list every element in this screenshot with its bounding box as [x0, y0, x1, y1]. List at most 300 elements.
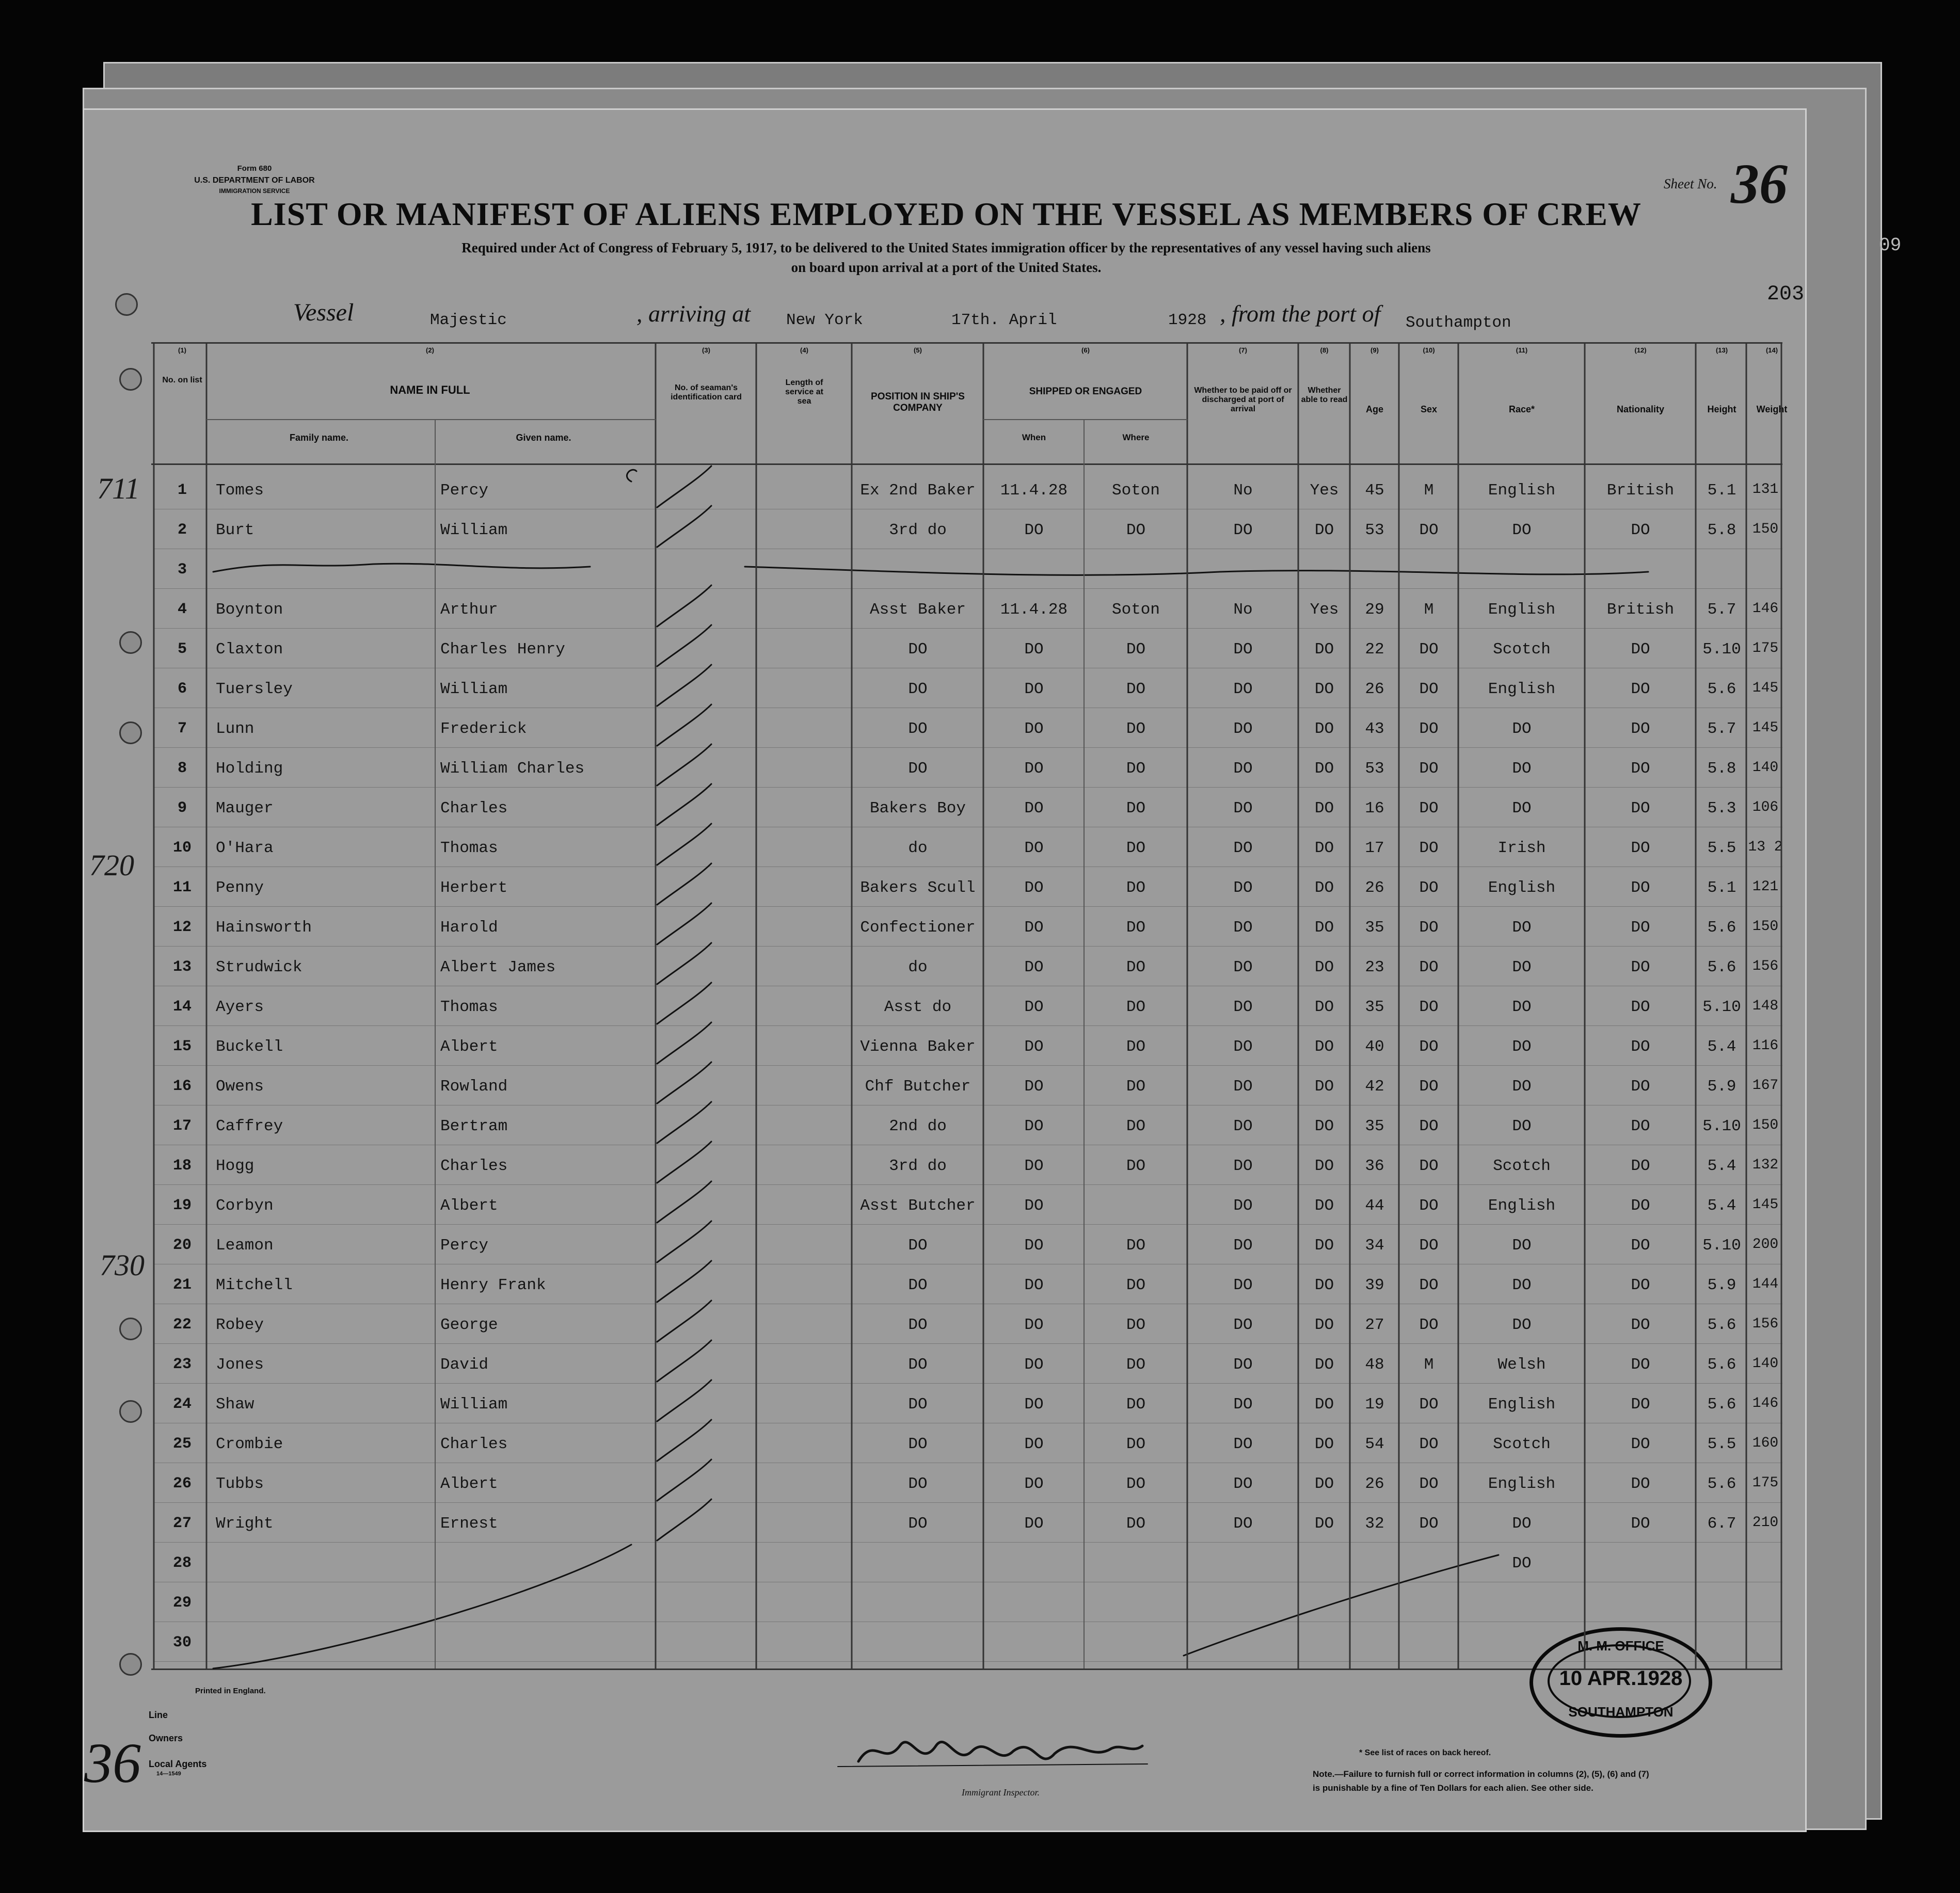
- cell-position: Asst Baker: [869, 601, 966, 619]
- cell-paid: DO: [1233, 1356, 1253, 1374]
- cell-paid: DO: [1233, 799, 1253, 817]
- cell-family: Leamon: [216, 1237, 274, 1255]
- cell-height: 5.4: [1707, 1157, 1736, 1175]
- cell-when: DO: [1024, 839, 1044, 857]
- cell-where: DO: [1126, 1395, 1146, 1414]
- col-13-number: (13): [1715, 346, 1728, 354]
- col-header-race: Race*: [1508, 404, 1535, 414]
- cell-no: 23: [172, 1356, 192, 1373]
- cell-age: 29: [1365, 601, 1384, 619]
- cell-weight: 140: [1752, 760, 1779, 776]
- cell-when: DO: [1024, 1276, 1044, 1294]
- cell-where: DO: [1126, 680, 1146, 698]
- cell-read: DO: [1314, 1316, 1334, 1334]
- checkmark-icon: [657, 1340, 711, 1382]
- arrival-port: New York: [786, 311, 863, 329]
- cell-when: DO: [1024, 760, 1044, 778]
- cell-age: 42: [1365, 1078, 1384, 1096]
- cell-given: Albert: [440, 1475, 498, 1493]
- cell-read: DO: [1314, 1237, 1334, 1255]
- cell-paid: DO: [1233, 839, 1253, 857]
- cell-position: Confectioner: [860, 919, 976, 937]
- cell-where: DO: [1126, 998, 1146, 1016]
- col-4-number: (4): [800, 346, 808, 354]
- cell-family: Robey: [216, 1316, 264, 1334]
- cell-position: DO: [908, 1475, 928, 1493]
- col-header-no-on-list: No. on list: [162, 376, 202, 384]
- cell-given: Albert James: [440, 958, 556, 976]
- cell-family: Holding: [216, 760, 283, 778]
- cell-nat: British: [1606, 482, 1675, 500]
- col-2-number: (2): [426, 346, 434, 354]
- col-header-position: POSITION IN SHIP'S COMPANY: [871, 391, 965, 413]
- cell-age: 23: [1365, 958, 1384, 976]
- cell-nat: DO: [1631, 521, 1650, 539]
- cell-weight: 175: [1752, 1475, 1779, 1491]
- cell-family: Wright: [216, 1515, 274, 1533]
- cell-read: DO: [1314, 760, 1334, 778]
- cell-position: DO: [908, 720, 928, 738]
- checkmark-icon: [657, 863, 711, 905]
- checkmark-icon: [657, 1102, 711, 1143]
- arriving-label: , arriving at: [636, 300, 751, 327]
- cell-family: Caffrey: [216, 1117, 283, 1135]
- cell-height: 5.6: [1707, 958, 1736, 976]
- cell-weight: 131: [1752, 482, 1779, 498]
- cell-weight: 167: [1752, 1078, 1779, 1094]
- cell-race: DO: [1512, 1237, 1532, 1255]
- cell-where: DO: [1126, 1515, 1146, 1533]
- cell-nat: DO: [1631, 680, 1650, 698]
- cell-weight: 156: [1752, 1316, 1779, 1332]
- cell-nat: DO: [1631, 799, 1650, 817]
- cell-nat: DO: [1631, 640, 1650, 659]
- cell-read: DO: [1314, 799, 1334, 817]
- cell-race: Welsh: [1497, 1356, 1546, 1374]
- fine-note-line-2: is punishable by a fine of Ten Dollars for each alien. See other side.: [1313, 1783, 1594, 1793]
- cell-nat: DO: [1631, 1117, 1650, 1135]
- cell-no: 5: [177, 640, 187, 658]
- checkmark-icon: [657, 903, 711, 944]
- cell-paid: DO: [1233, 879, 1253, 897]
- cell-given: Harold: [440, 919, 498, 937]
- service-name: IMMIGRATION SERVICE: [219, 187, 290, 195]
- cell-where: DO: [1126, 1078, 1146, 1096]
- cell-age: 17: [1365, 839, 1384, 857]
- line-label: Line: [149, 1710, 168, 1720]
- checkmark-icon: [657, 506, 711, 547]
- cell-race: Irish: [1497, 839, 1546, 857]
- cell-paid: DO: [1233, 958, 1253, 976]
- cell-given: Albert: [440, 1197, 498, 1215]
- cell-nat: DO: [1631, 1038, 1650, 1056]
- checkmark-icon: [657, 943, 711, 984]
- col-header-shipped-or-engaged: SHIPPED OR ENGAGED: [1029, 386, 1142, 397]
- page-title: LIST OR MANIFEST OF ALIENS EMPLOYED ON THE VESSEL AS MEMBERS OF CREW: [251, 196, 1642, 232]
- cell-position: DO: [908, 760, 928, 778]
- cell-where: DO: [1126, 839, 1146, 857]
- cell-nat: British: [1606, 601, 1675, 619]
- cell-given: Charles: [440, 799, 508, 817]
- cell-position: DO: [908, 640, 928, 659]
- cell-paid: DO: [1233, 1276, 1253, 1294]
- cell-race: DO: [1512, 1117, 1532, 1135]
- cell-nat: DO: [1631, 879, 1650, 897]
- cell-no: 14: [172, 998, 192, 1016]
- cell-nat: DO: [1631, 1515, 1650, 1533]
- col-1-number: (1): [178, 346, 186, 354]
- cell-when: DO: [1024, 1237, 1044, 1255]
- checkmark-icon: [657, 1380, 711, 1421]
- cell-nat: DO: [1631, 1435, 1650, 1453]
- cell-age: 27: [1365, 1316, 1384, 1334]
- cell-paid: DO: [1233, 1117, 1253, 1135]
- handwriting-overlay: [84, 110, 1808, 1834]
- cell-read: DO: [1314, 998, 1334, 1016]
- cell-where: DO: [1126, 720, 1146, 738]
- col-header-length-of-service: Length of service at sea: [785, 378, 823, 406]
- cell-family: Mitchell: [216, 1276, 293, 1294]
- cell-height: 5.7: [1707, 720, 1736, 738]
- cell-weight: 13 2: [1748, 839, 1783, 855]
- cell-height: 5.6: [1707, 680, 1736, 698]
- cell-read: DO: [1314, 1515, 1334, 1533]
- checkmark-icon: [657, 1420, 711, 1461]
- cell-read: DO: [1314, 839, 1334, 857]
- cell-paid: DO: [1233, 760, 1253, 778]
- cell-family: Lunn: [216, 720, 254, 738]
- cell-paid: DO: [1233, 1157, 1253, 1175]
- margin-note-730: 730: [100, 1248, 145, 1282]
- cell-sex: DO: [1419, 1197, 1439, 1215]
- cell-sex: M: [1424, 482, 1434, 500]
- cell-where: DO: [1126, 760, 1146, 778]
- cell-race: DO: [1512, 998, 1532, 1016]
- cell-race: Scotch: [1493, 640, 1551, 659]
- cell-paid: DO: [1233, 680, 1253, 698]
- col-header-family-name: Family name.: [289, 432, 349, 443]
- cell-where: DO: [1126, 1356, 1146, 1374]
- cell-given: Charles: [440, 1157, 508, 1175]
- cell-nat: DO: [1631, 958, 1650, 976]
- cell-paid: DO: [1233, 919, 1253, 937]
- cell-family: Buckell: [216, 1038, 283, 1056]
- cell-sex: DO: [1419, 1117, 1439, 1135]
- cell-weight: 145: [1752, 1197, 1779, 1213]
- cell-sex: DO: [1419, 1515, 1439, 1533]
- arrival-date: 17th. April: [951, 311, 1057, 329]
- cell-read: DO: [1314, 521, 1334, 539]
- cell-position: do: [908, 958, 928, 976]
- cell-age: 35: [1365, 998, 1384, 1016]
- cell-weight: 146: [1752, 601, 1779, 617]
- cell-when: DO: [1024, 879, 1044, 897]
- manifest-sheet: [83, 108, 1807, 1832]
- cell-weight: 121: [1752, 879, 1779, 895]
- cell-race: DO: [1512, 1515, 1532, 1533]
- cell-nat: DO: [1631, 1237, 1650, 1255]
- cell-age: 53: [1365, 760, 1384, 778]
- cell-no: 4: [177, 601, 187, 618]
- cell-position: 3rd do: [889, 1157, 947, 1175]
- department-name: U.S. DEPARTMENT OF LABOR: [194, 176, 315, 185]
- cell-race: English: [1488, 1475, 1556, 1493]
- cell-nat: DO: [1631, 1197, 1650, 1215]
- cell-race: DO: [1512, 720, 1532, 738]
- cell-height: 5.6: [1707, 1356, 1736, 1374]
- checkmark-icon: [657, 1499, 711, 1541]
- cell-given: Albert: [440, 1038, 498, 1056]
- cell-height: 5.4: [1707, 1038, 1736, 1056]
- cell-race: English: [1488, 1395, 1556, 1414]
- cell-no: 7: [177, 720, 187, 737]
- cell-height: 5.5: [1707, 839, 1736, 857]
- cell-given: William: [440, 1395, 508, 1414]
- cell-position: do: [908, 839, 928, 857]
- cell-height: 5.10: [1702, 1117, 1741, 1135]
- col-12-number: (12): [1634, 346, 1647, 354]
- cell-height: 5.6: [1707, 1475, 1736, 1493]
- cell-where: DO: [1126, 799, 1146, 817]
- cell-read: DO: [1314, 720, 1334, 738]
- cell-no: 30: [172, 1634, 192, 1651]
- cell-height: 5.1: [1707, 482, 1736, 500]
- cell-height: 5.6: [1707, 919, 1736, 937]
- cell-age: 22: [1365, 640, 1384, 659]
- cell-given: Henry Frank: [440, 1276, 546, 1294]
- cell-weight: 144: [1752, 1276, 1779, 1292]
- col-header-weight: Weight: [1756, 404, 1788, 414]
- cell-age: 34: [1365, 1237, 1384, 1255]
- cell-paid: DO: [1233, 998, 1253, 1016]
- cell-when: DO: [1024, 1395, 1044, 1414]
- cell-position: DO: [908, 1356, 928, 1374]
- cell-when: DO: [1024, 1117, 1044, 1135]
- cell-age: 26: [1365, 1475, 1384, 1493]
- col-header-height: Height: [1707, 404, 1736, 414]
- cell-family: Tuersley: [216, 680, 293, 698]
- cell-given: George: [440, 1316, 498, 1334]
- cell-nat: DO: [1631, 1078, 1650, 1096]
- cell-where: DO: [1126, 1316, 1146, 1334]
- cell-nat: DO: [1631, 1395, 1650, 1414]
- cell-family: Ayers: [216, 998, 264, 1016]
- stamp-top-text: M. M. OFFICE: [1577, 1638, 1664, 1654]
- col-10-number: (10): [1423, 346, 1435, 354]
- margin-note-711: 711: [97, 472, 140, 505]
- form-code: 14—1549: [156, 1771, 181, 1777]
- cell-age: 26: [1365, 680, 1384, 698]
- cell-nat: DO: [1631, 760, 1650, 778]
- cell-sex: DO: [1419, 1157, 1439, 1175]
- cell-family: Crombie: [216, 1435, 283, 1453]
- cell-family: Mauger: [216, 799, 274, 817]
- cell-weight: 116: [1752, 1038, 1779, 1054]
- cell-age: 48: [1365, 1356, 1384, 1374]
- cell-read: DO: [1314, 879, 1334, 897]
- cell-sex: DO: [1419, 1316, 1439, 1334]
- col-header-given-name: Given name.: [516, 432, 571, 443]
- cell-no: 13: [172, 958, 192, 976]
- cell-race: Scotch: [1493, 1157, 1551, 1175]
- cell-nat: DO: [1631, 1356, 1650, 1374]
- cell-nat: DO: [1631, 998, 1650, 1016]
- cell-read: DO: [1314, 640, 1334, 659]
- col-header-name-in-full: NAME IN FULL: [390, 383, 470, 396]
- cell-no: 9: [177, 799, 187, 817]
- cell-sex: DO: [1419, 640, 1439, 659]
- cell-height: 5.3: [1707, 799, 1736, 817]
- cell-position: DO: [908, 1237, 928, 1255]
- cell-when: DO: [1024, 720, 1044, 738]
- col-header-sex: Sex: [1420, 404, 1438, 414]
- cell-position: DO: [908, 1395, 928, 1414]
- cell-family: Tomes: [216, 482, 264, 500]
- cell-given: Bertram: [440, 1117, 508, 1135]
- cell-nat: DO: [1631, 919, 1650, 937]
- cell-paid: DO: [1233, 720, 1253, 738]
- corner-number: 203: [1767, 283, 1805, 306]
- stamp-date: 10 APR.1928: [1559, 1667, 1683, 1690]
- cell-position: Chf Butcher: [865, 1078, 971, 1096]
- cell-paid: DO: [1233, 1038, 1253, 1056]
- cell-height: 5.8: [1707, 760, 1736, 778]
- checkmark-icon: [657, 983, 711, 1024]
- cell-height: 5.6: [1707, 1395, 1736, 1414]
- col-11-number: (11): [1516, 346, 1528, 354]
- cell-no: 27: [172, 1515, 192, 1532]
- cell-age: 35: [1365, 919, 1384, 937]
- cell-age: 54: [1365, 1435, 1384, 1453]
- cell-age: 36: [1365, 1157, 1384, 1175]
- cell-where: DO: [1126, 1237, 1146, 1255]
- cell-given: Thomas: [440, 998, 498, 1016]
- cell-given: Herbert: [440, 879, 508, 897]
- cell-no: 25: [172, 1435, 192, 1453]
- cell-no: 6: [177, 680, 187, 698]
- checkmark-icon: [657, 1062, 711, 1103]
- cell-paid: DO: [1233, 640, 1253, 659]
- cell-family: Jones: [216, 1356, 264, 1374]
- col-3-number: (3): [702, 346, 710, 354]
- cell-no: 1: [177, 482, 187, 499]
- cell-sex: DO: [1419, 760, 1439, 778]
- cell-nat: DO: [1631, 720, 1650, 738]
- local-agents-label: Local Agents: [149, 1759, 207, 1769]
- col-header-nationality: Nationality: [1616, 404, 1664, 414]
- cell-where: DO: [1126, 1276, 1146, 1294]
- cell-age: 39: [1365, 1276, 1384, 1294]
- cell-position: Bakers Scull: [860, 879, 976, 897]
- cell-sex: M: [1424, 1356, 1434, 1374]
- cell-height: 5.4: [1707, 1197, 1736, 1215]
- cell-height: 5.9: [1707, 1276, 1736, 1294]
- cell-paid: DO: [1233, 1435, 1253, 1453]
- checkmark-icon: [657, 824, 711, 865]
- cell-position: DO: [908, 1276, 928, 1294]
- owners-label: Owners: [149, 1733, 183, 1743]
- cell-family: Shaw: [216, 1395, 254, 1414]
- cell-paid: DO: [1233, 521, 1253, 539]
- cell-family: Penny: [216, 879, 264, 897]
- cell-no: 19: [172, 1197, 192, 1214]
- cell-weight: 150: [1752, 1117, 1779, 1133]
- cell-height: 5.8: [1707, 521, 1736, 539]
- cell-given: Arthur: [440, 601, 498, 619]
- origin-port: Southampton: [1406, 314, 1511, 332]
- cell-where: DO: [1126, 879, 1146, 897]
- cell-race: English: [1488, 482, 1556, 500]
- cell-given: William Charles: [440, 760, 585, 778]
- cell-when: DO: [1024, 1435, 1044, 1453]
- cell-read: DO: [1314, 1475, 1334, 1493]
- col-header-when: When: [1022, 432, 1046, 442]
- cell-weight: 210: [1752, 1515, 1779, 1531]
- sheet-no-value: 36: [1731, 152, 1788, 215]
- cell-sex: DO: [1419, 1475, 1439, 1493]
- cell-age: 43: [1365, 720, 1384, 738]
- cell-position: DO: [908, 680, 928, 698]
- col-6-number: (6): [1081, 346, 1090, 354]
- cell-read: DO: [1314, 1395, 1334, 1414]
- cell-paid: DO: [1233, 1475, 1253, 1493]
- cell-weight: 150: [1752, 521, 1779, 537]
- checkmark-icon: [657, 704, 711, 746]
- cell-given: Frederick: [440, 720, 527, 738]
- cell-position: Ex 2nd Baker: [860, 482, 976, 500]
- cell-no: 20: [172, 1237, 192, 1254]
- cell-race: DO: [1512, 799, 1532, 817]
- cell-sex: DO: [1419, 1078, 1439, 1096]
- cell-given: Ernest: [440, 1515, 498, 1533]
- cell-age: 53: [1365, 521, 1384, 539]
- cell-sex: DO: [1419, 1237, 1439, 1255]
- cell-paid: No: [1233, 482, 1253, 500]
- cell-position: DO: [908, 1515, 928, 1533]
- cell-sex: DO: [1419, 720, 1439, 738]
- cell-sex: DO: [1419, 1276, 1439, 1294]
- margin-note-720: 720: [89, 848, 134, 882]
- cell-race: English: [1488, 879, 1556, 897]
- cell-no: 3: [177, 561, 187, 579]
- cell-weight: 132: [1752, 1157, 1779, 1173]
- cell-no: 21: [172, 1276, 192, 1294]
- cell-when: DO: [1024, 998, 1044, 1016]
- col-header-able-to-read: Whether able to read: [1301, 386, 1348, 404]
- cell-position: Asst Butcher: [860, 1197, 976, 1215]
- subtitle-line-1: Required under Act of Congress of February 5, 1917, to be delivered to the United States immigration officer by the representatives of any vessel having such aliens: [461, 240, 1431, 255]
- cell-when: DO: [1024, 1316, 1044, 1334]
- cell-family: Burt: [216, 521, 254, 539]
- cell-when: DO: [1024, 1157, 1044, 1175]
- cell-sex: DO: [1419, 680, 1439, 698]
- cell-no: 11: [172, 879, 192, 896]
- checkmark-icon: [657, 1261, 711, 1302]
- cell-sex: DO: [1419, 1435, 1439, 1453]
- cell-where: DO: [1126, 1117, 1146, 1135]
- cell-weight: 140: [1752, 1356, 1779, 1372]
- cell-when: DO: [1024, 640, 1044, 659]
- cell-read: Yes: [1310, 601, 1339, 619]
- cell-no: 15: [172, 1038, 192, 1055]
- cell-race: DO: [1512, 760, 1532, 778]
- col-7-number: (7): [1239, 346, 1247, 354]
- cell-race: DO: [1512, 1078, 1532, 1096]
- cell-position: Bakers Boy: [869, 799, 966, 817]
- cell-sex: DO: [1419, 521, 1439, 539]
- cell-position: 3rd do: [889, 521, 947, 539]
- cell-read: DO: [1314, 1038, 1334, 1056]
